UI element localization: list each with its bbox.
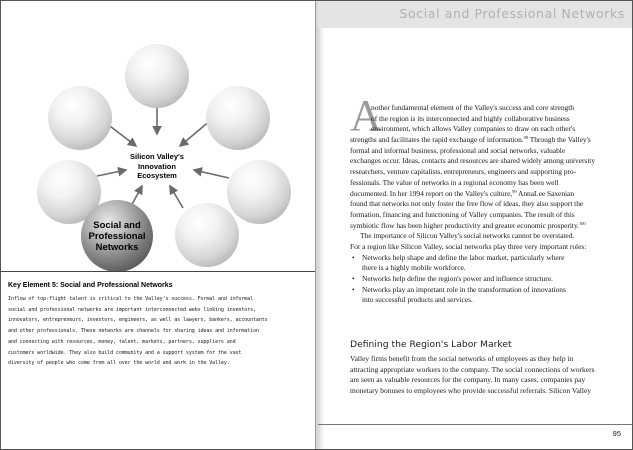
article-line: exchanges occur. Ideas, contacts and resources are shared widely among university — [350, 156, 596, 166]
bullet-continuation: into successful products and services. — [362, 295, 473, 305]
section-line: monetary bonuses to employees who provide successful referrals. Silicon Valley — [350, 386, 592, 396]
footnote-ref: 100 — [578, 220, 586, 226]
article-text: strengths and facilitates the rapid exchange of information. — [350, 135, 524, 145]
article-line: The importance of Silicon Valley's social networks cannot be overstated. — [360, 231, 575, 241]
running-head-title: Social and Professional Networks — [399, 6, 625, 21]
article-line: found that networks not only foster the free flow of ideas, they also support the — [350, 199, 584, 209]
article-text: symbiotic flow has been higher productivity and greater economic prosperity. — [350, 220, 579, 230]
article-line — [350, 221, 628, 232]
footnote-ref: 99 — [512, 188, 517, 194]
article-line: environment, which allows Valley companies to draw on each other's — [371, 124, 576, 134]
bullet-item: • Networks help define the region's power and influence structure. — [350, 274, 628, 285]
caption-line: and other professionals. These networks are channels for sharing ideas and information — [8, 328, 259, 335]
ecosystem-center-label: Silicon Valley's Innovation Ecosystem — [130, 152, 184, 180]
caption-line: innovators, entrepreneurs, investors, engineers, as well as lawyers, bankers, accountants — [8, 317, 268, 324]
footnote-ref: 98 — [523, 135, 529, 141]
bullet-item: • Networks help shape and define the labor market, particularly where — [350, 253, 628, 264]
ecosystem-sphere-right — [227, 160, 291, 224]
right-page — [318, 0, 633, 450]
section-line: attracting appropriate workers to the company. The social connections of workers — [350, 364, 595, 374]
highlighted-sphere-label: Social and Professional Networks — [88, 219, 146, 253]
drop-cap: A — [350, 91, 382, 140]
article-line: nother fundamental element of the Valley's success and core strength — [371, 103, 574, 112]
ecosystem-sphere-upper-right — [206, 86, 270, 150]
caption-body — [8, 294, 308, 369]
article-line — [350, 135, 628, 146]
article-line: For a region like Silicon Valley, social networks play three very important roles: — [350, 241, 587, 251]
arrow-lower-right — [170, 186, 183, 208]
article-text: Through the Valley's — [528, 135, 591, 145]
section-line: are seen as valuable resources for the company. In many cases, companies pay — [350, 375, 586, 385]
caption-line: and connecting with resources, money, talent, markets, partners, suppliers and — [8, 338, 236, 345]
article-line: researchers, venture capitalists, entrepreneurs, engineers and supporting pro- — [350, 167, 577, 177]
section-line: Valley firms benefit from the social networks of employees as they help in — [350, 354, 574, 363]
ecosystem-sphere-upper-left — [48, 86, 112, 150]
bullet-item: • Networks play an important role in the transformation of innovations — [350, 285, 628, 296]
article-line: formal and informal business, professional and social networks, valuable — [350, 145, 566, 155]
ecosystem-diagram — [0, 0, 315, 265]
article-line: formation, financing and functioning of Valley companies. The result of this — [350, 209, 575, 219]
running-head — [318, 0, 633, 28]
ecosystem-sphere-lower-right — [175, 203, 239, 267]
ecosystem-sphere-top — [125, 44, 189, 108]
page-number: 95 — [612, 429, 621, 438]
caption-divider — [0, 271, 315, 272]
article-line: of the region is its interconnected and highly collaborative business — [371, 113, 570, 123]
caption-line: Inflow of top-flight talent is critical to the Valley's success. Formal and informal — [8, 296, 254, 302]
bullet-continuation: there is a highly mobile workforce. — [362, 263, 466, 273]
article-text: AnnaLee Saxenian — [516, 188, 575, 198]
diagram-arrows — [0, 0, 315, 265]
ecosystem-sphere-highlighted — [81, 200, 153, 272]
footer-divider — [318, 424, 633, 425]
left-page — [0, 0, 316, 450]
article-body — [350, 103, 628, 306]
caption-line: social and professional networks are important interconnected webs linking inventors, — [8, 306, 256, 313]
caption-line: diversity of people who come from all over the world and work in the Valley. — [8, 360, 230, 367]
article-line — [350, 189, 628, 200]
caption-title: Key Element 5: Social and Professional Networks — [8, 282, 173, 289]
article-text: documented. In her 1994 report on the Valley's culture, — [350, 188, 513, 198]
section-body — [350, 354, 628, 397]
article-line: fessionals. The value of networks in a regional economy has been well — [350, 177, 559, 187]
section-heading: Defining the Region's Labor Market — [350, 339, 512, 350]
caption-line: customers worldwide. They also build community and a support system for the vast — [8, 349, 242, 356]
